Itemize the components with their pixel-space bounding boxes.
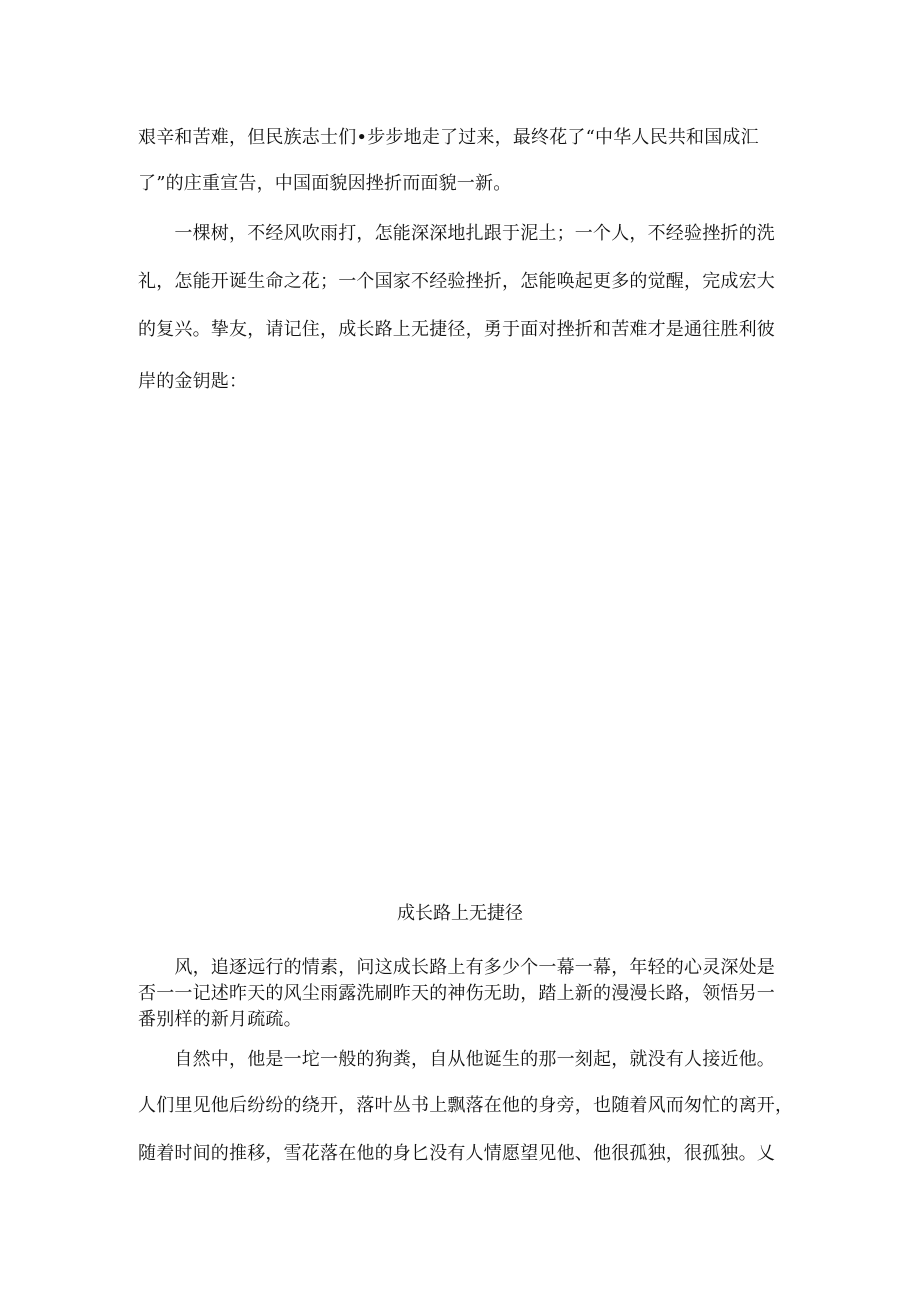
paragraph-line: 番别样的新月疏疏。 <box>138 1009 302 1030</box>
paragraph-line: 了”的庄重宣告，中国面貌因挫折而面貌一新。 <box>138 173 512 194</box>
paragraph-line: 一棵树，不经风吹雨打，怎能深深地扎跟于泥土；一个人，不经验挫折的洗 <box>138 223 775 244</box>
paragraph-line: 的复兴。挚友，请记住，成长路上无捷径，勇于面对挫折和苦难才是通往胜利彼 <box>138 319 775 340</box>
paragraph-line: 风，追逐远行的情素，问这成长路上有多少个一幕一幕，年轻的心灵深处是 <box>138 957 775 978</box>
paragraph-line: 岸的金钥匙： <box>138 371 248 392</box>
paragraph-line: 自然中，他是一坨一般的狗粪，自从他诞生的那一刻起，就没有人接近他。 <box>138 1049 775 1070</box>
paragraph-line: 艰辛和苦难，但民族志士们•步步地走了过来，最终花了“中华人民共和国成汇 <box>138 127 759 148</box>
paragraph-line: 礼，怎能开诞生命之花；一个国家不经验挫折，怎能唤起更多的觉醒，完成宏大 <box>138 271 775 292</box>
paragraph-line: 否一一记述昨天的风尘雨露洗刷昨天的神伤无助，踏上新的漫漫长路，领悟另一 <box>138 983 775 1004</box>
paragraph-line: 随着时间的推移，雪花落在他的身匕没有人情愿望见他、他很孤独，很孤独。乂 <box>138 1143 775 1164</box>
essay-title: 成长路上无捷径 <box>397 903 523 924</box>
paragraph-line: 人们里见他后纷纷的绕开，落叶丛书上飘落在他的身旁，也随着风而匆忙的离开， <box>138 1095 794 1116</box>
